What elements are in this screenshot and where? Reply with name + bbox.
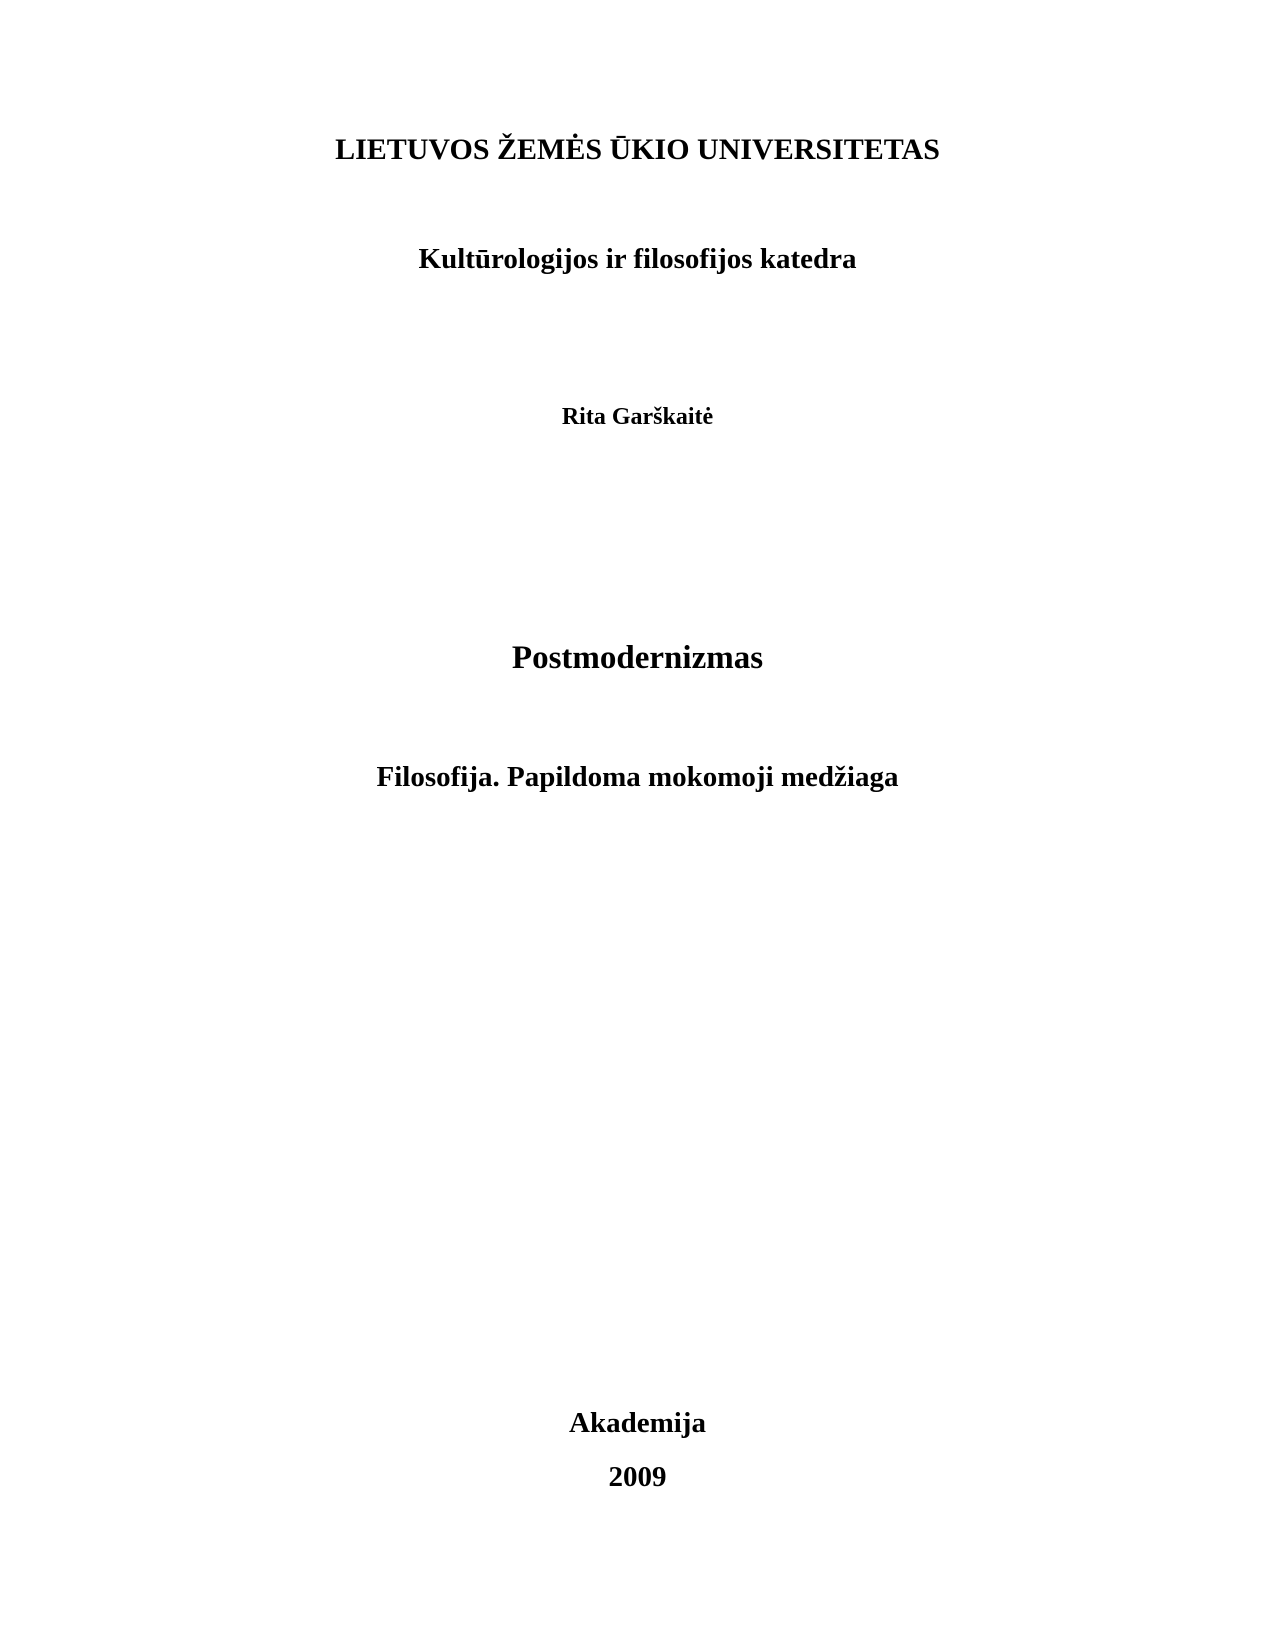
department-name: Kultūrologijos ir filosofijos katedra [418,243,857,275]
document-title: Postmodernizmas [511,640,764,676]
document-subtitle: Filosofija. Papildoma mokomoji medžiaga [376,761,899,793]
publisher-name: Akademija [569,1407,706,1439]
publication-year: 2009 [608,1461,667,1493]
author-name: Rita Garškaitė [561,404,714,430]
university-name: LIETUVOS ŽEMĖS ŪKIO UNIVERSITETAS [335,133,940,166]
